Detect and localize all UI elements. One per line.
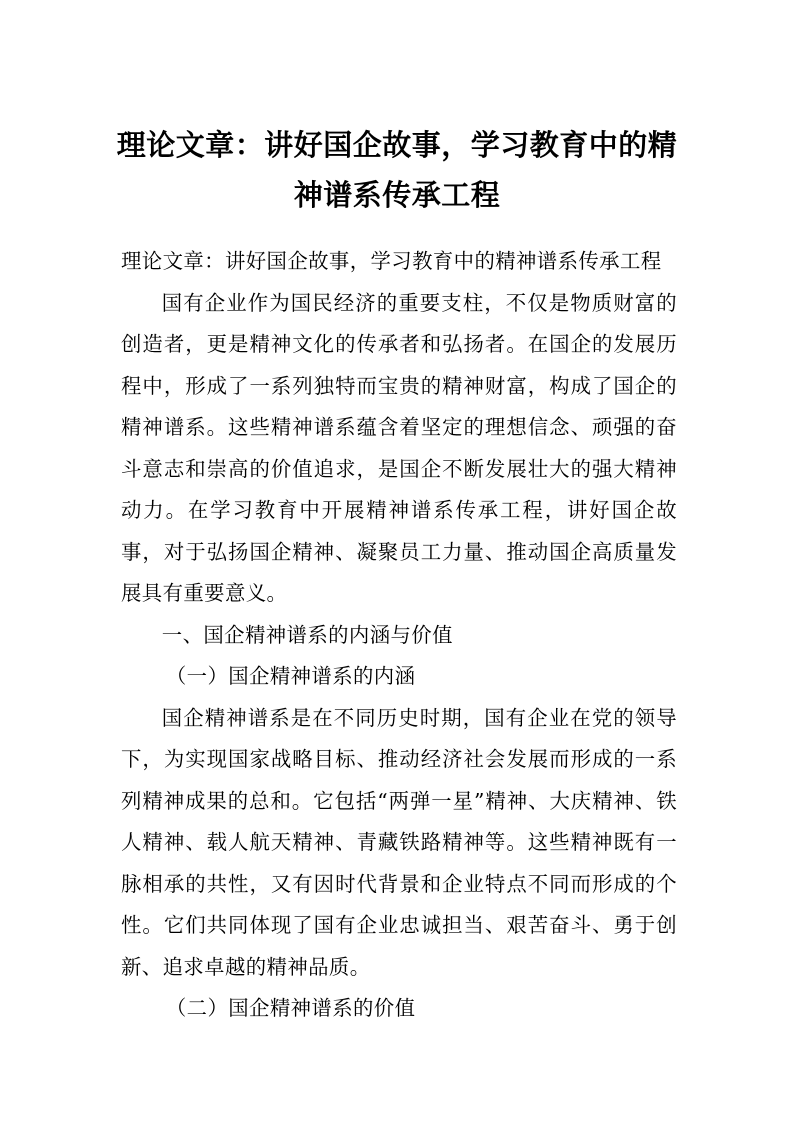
document-title: 理论文章：讲好国企故事，学习教育中的精神谱系传承工程: [116, 128, 678, 212]
subsection-heading: （一）国企精神谱系的内涵: [165, 664, 416, 688]
document-body: [121, 241, 677, 1030]
body-paragraph: 理论文章：讲好国企故事，学习教育中的精神谱系传承工程: [121, 249, 662, 273]
body-paragraph: 国有企业作为国民经济的重要支柱，不仅是物质财富的创造者，更是精神文化的传承者和弘扬者。在国企的发展历程中，形成了一系列独特而宝贵的精神财富，构成了国企的精神谱系。这些精神谱系蕴含着坚定的理想信念、顽强的奋斗意志和崇高的价值追求，是国企不断发展壮大的强大精神动力。在学习教育中开展精神谱系传承工程，讲好国企故事，对于弘扬国企精神、凝聚员工力量、推动国企高质量发展具有重要意义。: [121, 290, 677, 605]
subsection-heading: （二）国企精神谱系的价值: [165, 996, 416, 1020]
section-heading: 一、国企精神谱系的内涵与价值: [161, 622, 453, 647]
body-paragraph: 国企精神谱系是在不同历史时期，国有企业在党的领导下，为实现国家战略目标、推动经济社会发展而形成的一系列精神成果的总和。它包括“两弹一星”精神、大庆精神、铁人精神、载人航天精神、青藏铁路精神等。这些精神既有一脉相承的共性，又有因时代背景和企业特点不同而形成的个性。它们共同体现了国有企业忠诚担当、艰苦奋斗、勇于创新、追求卓越的精神品质。: [121, 705, 677, 979]
